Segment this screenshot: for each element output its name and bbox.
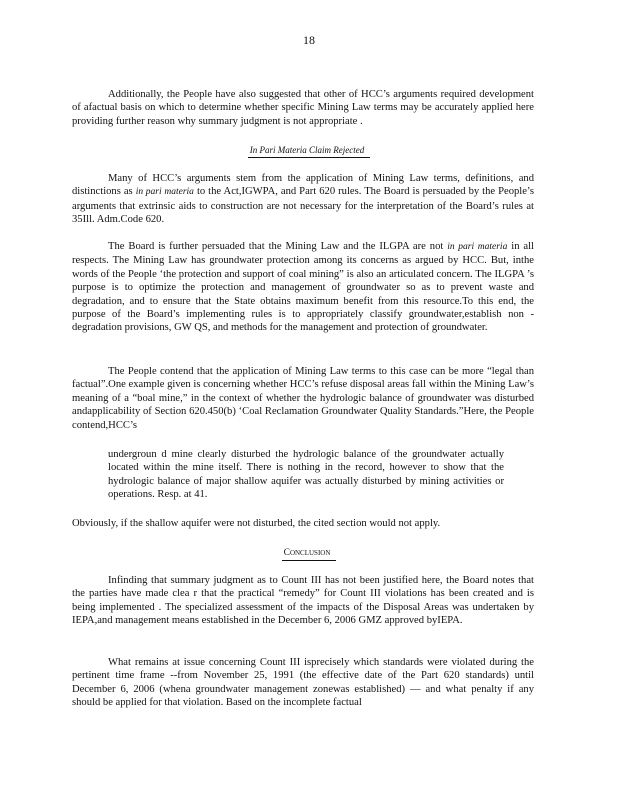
paragraph-people-contend: The People contend that the application of Mining Law terms to this case can be more “legal than factual”.One example given is concerning whether HCC’s refuse disposal areas fall within the Mining Law’s meaning of a “boal mine,” in the context of whether the hydrologic balance of groundwater was disturbed andapplicability of Section 620.450(b) ‘Coal Reclamation Groundwater Quality Standards.”Here, the People contend,HCC’s <box>72 366 534 431</box>
block-quote: undergroun d mine clearly disturbed the hydrologic balance of the groundwater actually located within the mine itself. There is nothing in the record, however to show that the hydrologic balance of major shallow aquifer was actually disturbed by mining activities or operations. Resp. at 41. <box>108 449 504 501</box>
paragraph-hcc-arguments: Many of HCC’s arguments stem from the application of Mining Law terms, definitions, and distinctions as in pari materia to the Act,IGWPA, and Part 620 rules. The Board is persuaded by the People’s arguments that extrinsic aids to construction are not necessary for the interpretation of the Board’s rules at 35Ill. Adm.Code 620. <box>72 173 535 226</box>
page-number: 18 <box>303 33 315 47</box>
paragraph-what-remains: What remains at issue concerning Count III isprecisely which standards were violated during the pertinent time frame --from November 25, 1991 (the effective date of the Part 620 standards) until December 6, 2006 (whena groundwater management zonewas established) — and what penalty if any should be applied for that violation. Based on the incomplete factual <box>72 657 534 709</box>
paragraph-obviously: Obviously, if the shallow aquifer were not disturbed, the cited section would not apply. <box>72 518 441 529</box>
paragraph-conclusion: Infinding that summary judgment as to Count III has not been justified here, the Board notes that the parties have made clea r that the practical “remedy” for Count III violations has been created and is being implemented . The specialized assessment of the impacts of the Disposal Areas was undertaken by IEPA,and management means established in the December 6, 2006 GMZ approved byIEPA. <box>72 575 534 627</box>
heading-in-pari-materia: In Pari Materia Claim Rejected <box>0 144 618 158</box>
paragraph-additionally: Additionally, the People have also suggested that other of HCC’s arguments required development of afactual basis on which to determine whether specific Mining Law terms may be accurately applied here providing further reason why summary judgment is not appropriate . <box>72 89 534 127</box>
paragraph-board-persuaded: The Board is further persuaded that the Mining Law and the ILGPA are not in pari materia in all respects. The Mining Law has groundwater protection among its concerns as argued by HCC. But, inthe words of the People ‘the protection and support of coal mining” is also an articulated concern. The ILGPA ’s purpose is to optimize the protection and management of groundwater so as to prevent waste and degradation, and to ensure that the State obtains maximum benefit from this resource.To this end, the purpose of the Board’s implementing rules is to appropriately classify groundwater,establish non -degradation provisions, GW QS, and methods for the management and protection of groundwater. <box>72 241 534 334</box>
heading-conclusion: Conclusion <box>0 546 618 561</box>
